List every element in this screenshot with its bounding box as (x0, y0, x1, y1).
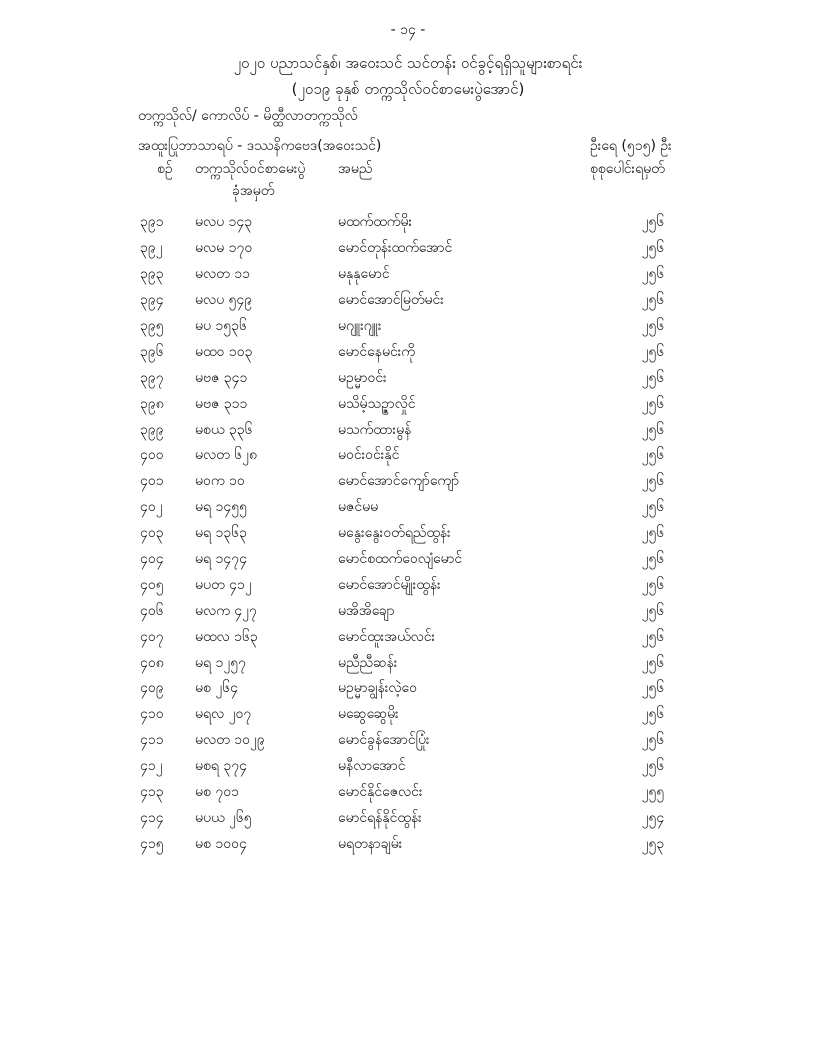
row-serial-no: ၃၉၁ (140, 214, 164, 231)
table-row (140, 495, 693, 521)
row-serial-no: ၃၉၈ (140, 395, 164, 412)
row-name: မောင်ထူးအယ်လင်း (338, 628, 436, 645)
row-serial-no: ၄၀၄ (140, 551, 164, 568)
row-roll-number: မဝက ၁၀ (195, 473, 245, 490)
row-total-marks: ၂၅၆ (641, 525, 665, 542)
row-roll-number: မလတ ၁၀၂၉ (195, 732, 265, 749)
table-row (140, 598, 693, 624)
row-name: မဇင်မမ (338, 499, 379, 516)
row-serial-no: ၄၁၄ (140, 809, 164, 826)
table-row (140, 805, 693, 831)
row-name: မောင်စထက်ဝေလျံမောင် (338, 551, 463, 568)
row-serial-no: ၄၀၀ (140, 447, 164, 464)
row-name: မောင်အောင်မျိုးထွန်း (338, 576, 441, 593)
table-row (140, 702, 693, 728)
row-total-marks: ၂၅၆ (641, 551, 665, 568)
row-total-marks: ၂၅၆ (641, 343, 665, 360)
table-row (140, 417, 693, 443)
row-roll-number: မရလ ၂၀၇ (195, 706, 252, 723)
row-total-marks: ၂၅၆ (641, 576, 665, 593)
table-row (140, 236, 693, 262)
page-number: - ၁၄ - (390, 22, 426, 38)
row-name: မဂျူးဂျူး (338, 318, 382, 334)
row-roll-number: မစရ ၃၇၄ (195, 758, 247, 775)
row-total-marks: ၂၅၆ (641, 266, 665, 283)
row-serial-no: ၄၁၁ (140, 732, 164, 749)
row-name: မသက်ထားမွန် (338, 421, 412, 438)
row-roll-number: မဗဇ ၃၄၁ (195, 369, 248, 386)
row-roll-number: မထဝ ၁၀၃ (195, 343, 253, 360)
row-total-marks: ၂၅၅ (641, 784, 665, 801)
table-row (140, 650, 693, 676)
total-count: ဦးရေ (၅၁၅) ဦး (590, 138, 672, 154)
row-total-marks: ၂၅၆ (641, 214, 665, 231)
row-serial-no: ၃၉၆ (140, 343, 164, 360)
row-serial-no: ၄၁၀ (140, 706, 164, 723)
row-total-marks: ၂၅၆ (641, 447, 665, 464)
row-name: မောင်အောင်မြတ်မင်း (338, 292, 444, 309)
table-row (140, 831, 693, 857)
table-row (140, 754, 693, 780)
row-serial-no: ၄၁၃ (140, 784, 164, 801)
row-name: မဆွေဆွေမိုး (338, 706, 399, 723)
row-roll-number: မစယ ၃၃၆ (195, 421, 253, 438)
row-name: မနီလာအောင် (338, 758, 406, 775)
row-roll-number: မရ ၁၄၅၅ (195, 499, 247, 516)
row-name: မောင်နေမင်းကို (338, 343, 415, 360)
row-serial-no: ၃၉၉ (140, 421, 164, 438)
row-total-marks: ၂၅၆ (641, 395, 665, 412)
table-row (140, 443, 693, 469)
row-serial-no: ၄၀၉ (140, 680, 164, 697)
row-roll-number: မစ ၇၀၁ (195, 784, 239, 801)
table-row (140, 572, 693, 598)
row-name: မောင်တုန်းထက်အောင် (338, 240, 453, 257)
table-row (140, 365, 693, 391)
row-total-marks: ၂၅၆ (641, 706, 665, 723)
row-total-marks: ၂၅၄ (641, 809, 665, 826)
row-total-marks: ၂၅၆ (641, 654, 665, 671)
row-name: မဥမ္မာဝင်း (338, 369, 387, 386)
row-total-marks: ၂၅၆ (641, 369, 665, 386)
header-name: အမည် (338, 161, 373, 177)
header-serial-no: စဉ် (157, 161, 173, 177)
row-serial-no: ၃၉၂ (140, 240, 163, 257)
specialization-line: အထူးပြုဘာသာရပ် - ဒဿနိကဗေဒ(အဝေးသင်) (138, 138, 382, 154)
row-roll-number: မဗဇ ၃၁၁ (195, 395, 248, 412)
row-serial-no: ၄၁၅ (140, 835, 164, 852)
row-name: မောင်နိုင်ဇေလင်း (338, 784, 423, 801)
document-subtitle: (၂၀၁၉ ခုနှစ် တက္ကသိုလ်ဝင်စာမေးပွဲအောင်) (291, 80, 525, 98)
row-roll-number: မစ ၁၀၀၄ (195, 835, 247, 852)
header-total-marks: စုစုပေါင်းရမှတ် (590, 161, 665, 177)
row-roll-number: မလတ ၆၂၈ (195, 447, 257, 464)
table-row (140, 314, 693, 340)
row-roll-number: မလပ ၁၄၃ (195, 214, 253, 231)
row-name: မဝင်းဝင်းနိုင် (338, 447, 400, 464)
row-serial-no: ၄၁၂ (140, 758, 163, 775)
university-line: တက္ကသိုလ်/ ကောလိပ် - မိတ္ထီလာတက္ကသိုလ် (138, 108, 358, 124)
table-row (140, 339, 693, 365)
row-serial-no: ၄၀၈ (140, 654, 164, 671)
table-row (140, 676, 693, 702)
row-roll-number: မလက ၄၂၇ (195, 602, 257, 619)
row-roll-number: မရ ၁၂၅၇ (195, 654, 246, 671)
row-serial-no: ၃၉၃ (140, 266, 164, 283)
row-name: မနွေးနွေးဝတ်ရည်ထွန်း (338, 525, 451, 542)
row-name: မသိမ့်သဥ္ဇာလှိုင် (338, 395, 416, 412)
row-serial-no: ၃၉၄ (140, 292, 164, 309)
student-list-body (140, 210, 693, 857)
row-serial-no: ၄၀၂ (140, 499, 163, 516)
row-roll-number: မပ ၁၅၃၆ (195, 318, 247, 334)
header-roll-number-line2: ခုံအမှတ် (232, 183, 275, 199)
row-name: မောင်ခွန်အောင်ပြုံး (338, 732, 430, 749)
row-roll-number: မထလ ၁၆၃ (195, 628, 258, 645)
row-roll-number: မပတ ၄၁၂ (195, 576, 252, 593)
row-total-marks: ၂၅၆ (641, 318, 665, 334)
row-total-marks: ၂၅၆ (641, 758, 665, 775)
row-serial-no: ၃၉၅ (140, 318, 164, 334)
row-roll-number: မလပ ၅၄၉ (195, 292, 253, 309)
row-total-marks: ၂၅၆ (641, 240, 665, 257)
row-total-marks: ၂၅၆ (641, 499, 665, 516)
document-title: ၂၀၂၀ ပညာသင်နှစ်၊ အဝေးသင် သင်တန်း ဝင်ခွင့်ရရှိသူများစာရင်း (233, 54, 583, 72)
row-total-marks: ၂၅၆ (641, 421, 665, 438)
row-serial-no: ၄၀၅ (140, 576, 164, 593)
row-roll-number: မစ ၂၆၄ (195, 680, 238, 697)
row-name: မရတနာချမ်း (338, 835, 403, 852)
row-serial-no: ၄၀၃ (140, 525, 164, 542)
table-row (140, 391, 693, 417)
row-roll-number: မရ ၁၄၇၄ (195, 551, 247, 568)
row-serial-no: ၄၀၆ (140, 602, 164, 619)
table-row (140, 469, 693, 495)
row-total-marks: ၂၅၆ (641, 680, 665, 697)
row-total-marks: ၂၅၆ (641, 628, 665, 645)
row-roll-number: မလမ ၁၇၀ (195, 240, 253, 257)
row-name: မထက်ထက်မိုး (338, 214, 413, 231)
row-roll-number: မလတ ၁၁ (195, 266, 250, 283)
row-roll-number: မရ ၁၃၆၃ (195, 525, 247, 542)
table-row (140, 624, 693, 650)
table-row (140, 780, 693, 806)
row-name: မညီညီဆန်း (338, 654, 398, 671)
row-total-marks: ၂၅၃ (641, 835, 665, 852)
table-row (140, 288, 693, 314)
row-name: မနုနုမောင် (338, 266, 390, 283)
row-total-marks: ၂၅၆ (641, 602, 665, 619)
student-list-table (140, 210, 693, 857)
row-name: မောင်အောင်ကျော်ကျော် (338, 473, 460, 490)
row-name: မအိအိချော (338, 602, 395, 619)
table-row (140, 547, 693, 573)
table-row (140, 728, 693, 754)
header-roll-number: တက္ကသိုလ်ဝင်စာမေးပွဲ (195, 161, 306, 177)
row-serial-no: ၃၉၇ (140, 369, 164, 386)
row-name: မောင်ရန်နိုင်ထွန်း (338, 809, 422, 826)
row-serial-no: ၄၀၁ (140, 473, 164, 490)
table-row (140, 262, 693, 288)
row-total-marks: ၂၅၆ (641, 473, 665, 490)
row-name: မဥမ္မာချွန်းလဲ့ဝေ (338, 680, 417, 697)
row-roll-number: မပယ ၂၆၅ (195, 809, 252, 826)
row-total-marks: ၂၅၆ (641, 732, 665, 749)
row-total-marks: ၂၅၆ (641, 292, 665, 309)
table-row (140, 210, 693, 236)
table-row (140, 521, 693, 547)
row-serial-no: ၄၀၇ (140, 628, 164, 645)
